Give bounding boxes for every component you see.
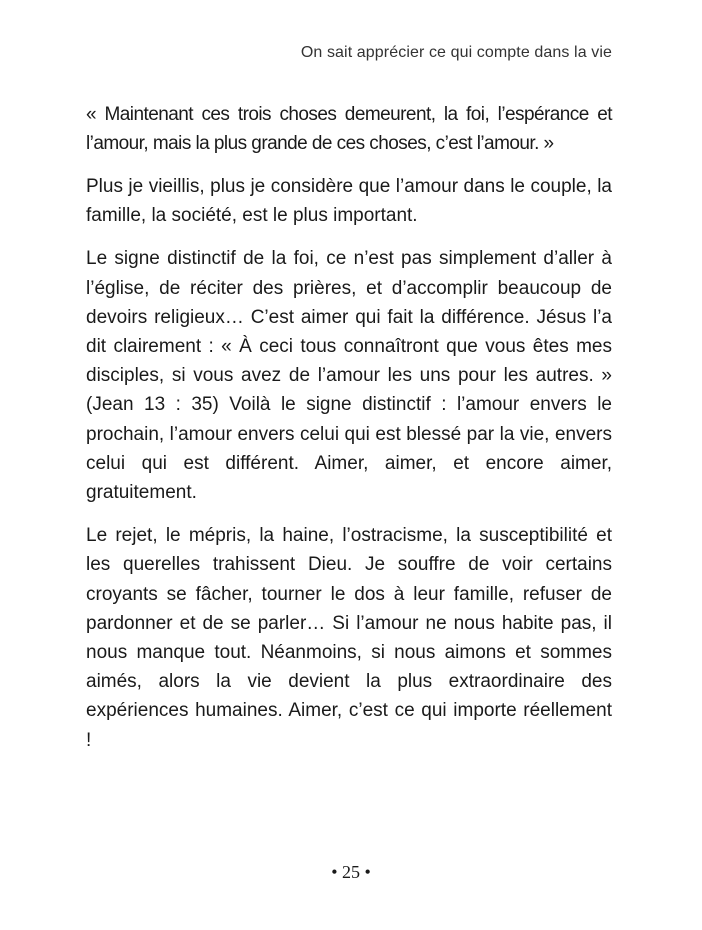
paragraph-1: Plus je vieillis, plus je considère que l’amour dans le couple, la famille, la société, est le plus important. [86,176,612,227]
epigraph-quote: « Maintenant ces trois choses demeurent, la foi, l’espérance et l’amour, mais la plus grande de ces choses, c’est l’amour. » [86,104,612,154]
paragraph-3: Le rejet, le mépris, la haine, l’ostracisme, la susceptibilité et les querelles trahissent Dieu. Je souffre de voir certains croyants se fâcher, tourner le dos à leur famille, refuser de pardonner et de se parler… Si l’amour ne nous habite pas, il nous manque tout. Néanmoins, si nous aimons et sommes aimés, alors la vie devient la plus extraordinaire des expériences humaines. Aimer, c’est ce qui importe réellement ! [86,525,612,751]
paragraph-2: Le signe distinctif de la foi, ce n’est pas simplement d’aller à l’église, de réciter des prières, et d’accomplir beaucoup de devoirs religieux… C’est aimer qui fait la différence. Jésus l’a dit clairement : « À ceci tous connaîtront que vous êtes mes disciples, si vous avez de l’amour les uns pour les autres. » (Jean 13 : 35) Voilà le signe distinctif : l’amour envers le prochain, l’amour envers celui qui est blessé par la vie, envers celui qui est différent. Aimer, aimer, et encore aimer, gratuitement. [86,248,612,504]
page-body [86,100,612,769]
page-number: • 25 • [331,862,371,882]
running-header: On sait apprécier ce qui compte dans la vie [300,44,612,61]
